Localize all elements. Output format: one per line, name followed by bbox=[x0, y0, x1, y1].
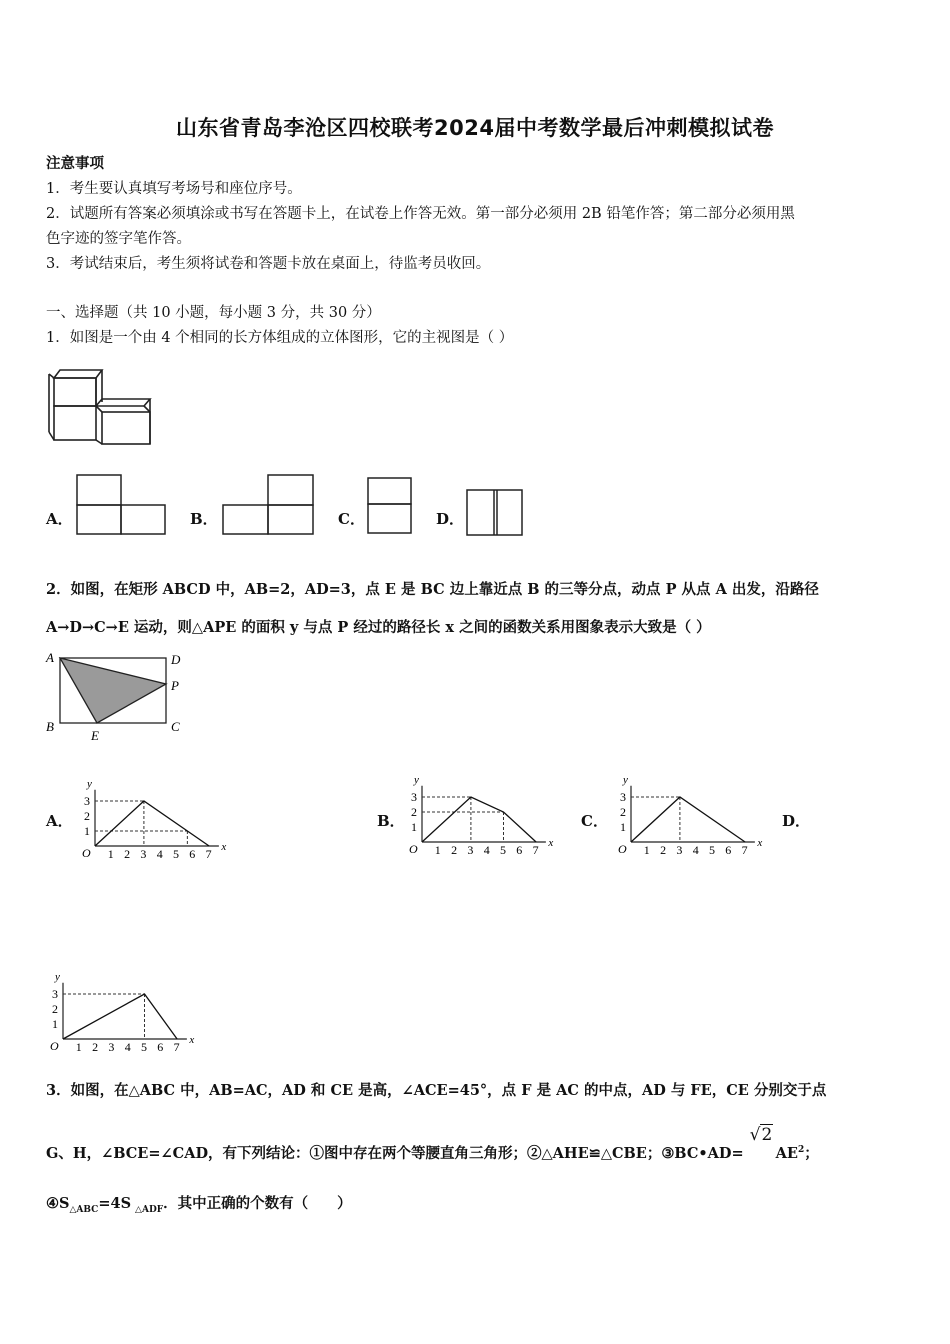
y-tick-label: 1 bbox=[620, 820, 626, 834]
x-tick-label: 3 bbox=[467, 843, 474, 857]
q2-option-b-label: B． bbox=[377, 812, 405, 830]
question-1-stem: 1．如图是一个由 4 个相同的长方体组成的立体图形，它的主视图是（ ） bbox=[46, 330, 514, 346]
q2-option-d-label: D． bbox=[782, 812, 811, 830]
sqrt-symbol: √2 bbox=[749, 1125, 773, 1145]
y-tick-label: 3 bbox=[620, 790, 626, 804]
notice-item: 1．考生要认真填写考场号和座位序号。 bbox=[46, 181, 302, 197]
y-tick-label: 3 bbox=[411, 790, 417, 804]
y-tick-label: 3 bbox=[52, 987, 58, 1001]
x-tick-label: 4 bbox=[124, 1040, 131, 1054]
q3-text: =4S bbox=[98, 1195, 132, 1212]
x-axis-label: x bbox=[757, 837, 763, 849]
x-tick-label: 5 bbox=[173, 847, 179, 861]
x-tick-label: 4 bbox=[483, 843, 490, 857]
x-axis-label: x bbox=[548, 837, 554, 849]
x-tick-label: 1 bbox=[643, 843, 650, 857]
q1-option-d-figure bbox=[466, 489, 524, 537]
q3-text: ．其中正确的个数有（ ） bbox=[163, 1195, 352, 1212]
y-tick-label: 1 bbox=[411, 820, 417, 834]
q2-graph-c bbox=[612, 756, 763, 862]
x-tick-label: 6 bbox=[725, 843, 732, 857]
question-3-line3 bbox=[46, 1192, 352, 1215]
q3-text: AE bbox=[775, 1145, 798, 1162]
q1-option-b-figure bbox=[222, 474, 316, 536]
page-title: 山东省青岛李沧区四校联考2024届中考数学最后冲刺模拟试卷 bbox=[176, 116, 774, 140]
x-tick-label: 4 bbox=[692, 843, 699, 857]
sqrt-radicand: 2 bbox=[761, 1125, 773, 1145]
section-heading: 一、选择题（共 10 小题，每小题 3 分，共 30 分） bbox=[46, 305, 381, 321]
x-tick-label: 6 bbox=[189, 847, 196, 861]
y-tick-label: 3 bbox=[84, 794, 90, 808]
y-axis-label: y bbox=[55, 970, 60, 983]
notice-heading: 注意事项 bbox=[46, 155, 104, 172]
q1-option-d-label: D． bbox=[436, 510, 465, 528]
function-line bbox=[63, 994, 177, 1039]
y-tick-label: 2 bbox=[84, 809, 90, 823]
q1-option-a-label: A． bbox=[46, 510, 73, 528]
x-tick-label: 2 bbox=[451, 843, 458, 857]
x-tick-label: 3 bbox=[140, 847, 147, 861]
x-tick-label: 7 bbox=[741, 843, 748, 857]
y-tick-label: 2 bbox=[620, 805, 626, 819]
x-tick-label: 3 bbox=[108, 1040, 115, 1054]
q2-option-a-label: A． bbox=[46, 812, 73, 830]
x-tick-label: 1 bbox=[107, 847, 114, 861]
x-tick-label: 2 bbox=[660, 843, 667, 857]
q3-text: ； bbox=[804, 1145, 819, 1162]
x-tick-label: 3 bbox=[676, 843, 683, 857]
shaded-triangle-ape bbox=[60, 658, 166, 723]
notice-item: 色字迹的签字笔作答。 bbox=[46, 231, 191, 247]
origin-label: O bbox=[618, 842, 627, 856]
q1-option-b-label: B． bbox=[190, 510, 218, 528]
q1-solid-figure bbox=[44, 362, 159, 452]
function-line bbox=[422, 797, 536, 842]
q1-option-c-figure bbox=[367, 477, 413, 535]
y-tick-label: 1 bbox=[52, 1017, 58, 1031]
subscript: △ABC bbox=[69, 1204, 99, 1215]
y-tick-label: 1 bbox=[84, 824, 90, 838]
q2-graph-b bbox=[403, 756, 554, 862]
superscript: 2 bbox=[797, 1145, 805, 1156]
x-tick-label: 5 bbox=[709, 843, 715, 857]
q3-text: G、H，∠BCE=∠CAD，有下列结论：①图中存在两个等腰直角三角形；②△AHE≌△CBE；③BC•AD= bbox=[46, 1145, 744, 1162]
x-tick-label: 7 bbox=[532, 843, 539, 857]
label-b: B bbox=[46, 719, 54, 734]
x-tick-label: 5 bbox=[141, 1040, 147, 1054]
question-3-line1: 3．如图，在△ABC 中，AB=AC，AD 和 CE 是高，∠ACE=45°，点 F 是 AC 的中点，AD 与 FE，CE 分别交于点 bbox=[46, 1082, 827, 1099]
y-axis-label: y bbox=[623, 773, 628, 786]
x-tick-label: 7 bbox=[173, 1040, 180, 1054]
label-d: D bbox=[171, 652, 181, 667]
y-axis-label: y bbox=[87, 777, 92, 790]
q3-text: ④S bbox=[46, 1195, 70, 1212]
x-axis-label: x bbox=[221, 841, 227, 853]
label-e: E bbox=[91, 728, 99, 743]
x-tick-label: 6 bbox=[157, 1040, 164, 1054]
function-line bbox=[95, 801, 209, 846]
sqrt-expression bbox=[749, 1125, 776, 1162]
question-2-stem-line1: 2．如图，在矩形 ABCD 中，AB=2，AD=3，点 E 是 BC 边上靠近点 B 的三等分点，动点 P 从点 A 出发，沿路径 bbox=[46, 581, 819, 598]
x-tick-label: 4 bbox=[156, 847, 163, 861]
x-tick-label: 5 bbox=[500, 843, 506, 857]
q1-option-a-figure bbox=[76, 474, 168, 536]
x-tick-label: 7 bbox=[205, 847, 212, 861]
y-tick-label: 2 bbox=[411, 805, 417, 819]
y-axis-label: y bbox=[414, 773, 419, 786]
notice-item: 3．考试结束后，考生须将试卷和答题卡放在桌面上，待监考员收回。 bbox=[46, 256, 491, 272]
q2-rectangle-figure bbox=[42, 648, 192, 744]
x-tick-label: 2 bbox=[92, 1040, 99, 1054]
y-tick-label: 2 bbox=[52, 1002, 58, 1016]
notice-item: 2．试题所有答案必须填涂或书写在答题卡上，在试卷上作答无效。第一部分必须用 2B 铅笔作答；第二部分必须用黑 bbox=[46, 206, 795, 222]
q2-option-c-label: C． bbox=[581, 812, 608, 830]
x-tick-label: 1 bbox=[75, 1040, 82, 1054]
question-2-stem-line2: A→D→C→E 运动，则△APE 的面积 y 与点 P 经过的路径长 x 之间的函数关系用图象表示大致是（ ） bbox=[46, 619, 711, 636]
x-tick-label: 2 bbox=[124, 847, 131, 861]
x-axis-label: x bbox=[189, 1034, 195, 1046]
label-c: C bbox=[171, 719, 180, 734]
x-tick-label: 6 bbox=[516, 843, 523, 857]
label-a: A bbox=[46, 650, 54, 665]
origin-label: O bbox=[409, 842, 418, 856]
q1-option-c-label: C． bbox=[338, 510, 365, 528]
question-3-line2 bbox=[46, 1125, 819, 1163]
label-p: P bbox=[171, 678, 179, 693]
origin-label: O bbox=[82, 846, 91, 860]
q2-graph-d bbox=[44, 953, 195, 1059]
function-line bbox=[631, 797, 745, 842]
origin-label: O bbox=[50, 1039, 59, 1053]
x-tick-label: 1 bbox=[434, 843, 441, 857]
subscript: △ADF bbox=[135, 1204, 164, 1215]
q2-graph-a bbox=[76, 760, 227, 866]
